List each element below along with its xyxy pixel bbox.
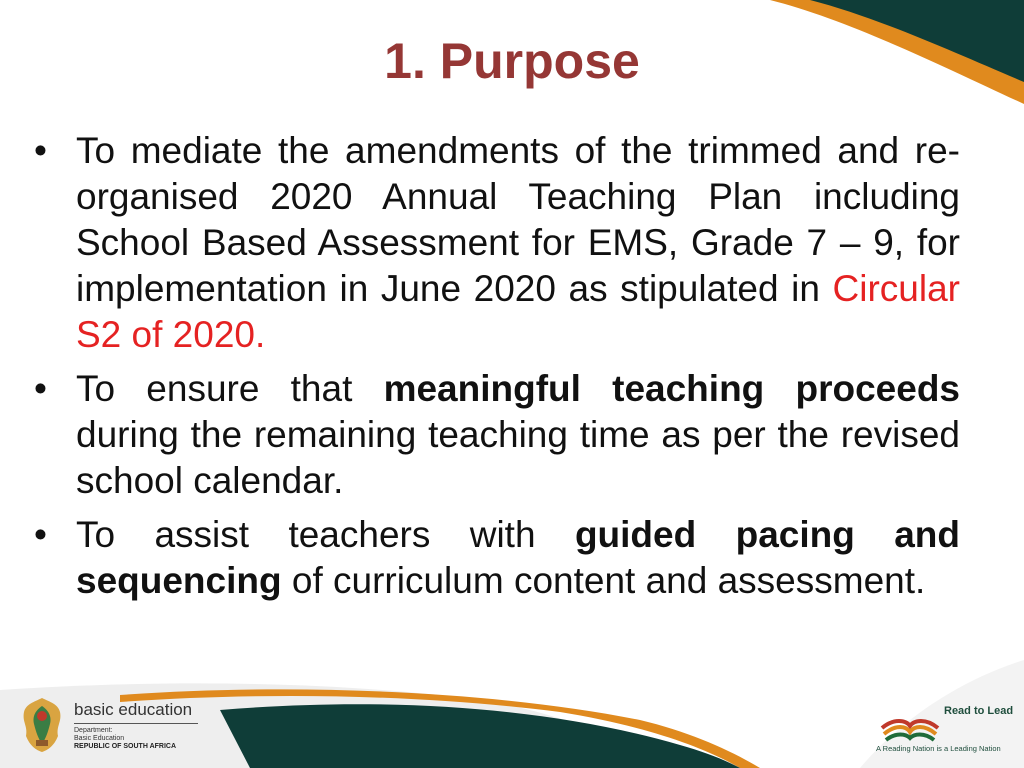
dept-name: Basic Education: [74, 735, 125, 742]
open-book-icon: [878, 708, 942, 744]
bullet-dot: •: [34, 368, 47, 409]
org-name: basic education: [74, 700, 193, 719]
basic-education-logo: [18, 694, 218, 758]
dept-label: Department:: [74, 727, 113, 734]
campaign-title: Read to Lead: [944, 705, 1014, 717]
bullet-emphasis: meaningful teaching proceeds: [383, 368, 960, 409]
coat-of-arms-icon: [20, 696, 64, 754]
slide-title: 1. Purpose: [384, 33, 640, 89]
bullet-text: To assist teachers with: [76, 514, 575, 555]
logo-divider: [74, 723, 198, 724]
circular-reference: Circular S2 of 2020.: [76, 268, 960, 355]
bullet-text: To ensure that: [76, 368, 384, 409]
bullet-emphasis: guided pacing and sequencing: [76, 514, 961, 601]
bullet-dot: •: [34, 514, 47, 555]
bullet-text: To mediate the amendments of the trimmed and re-organised 2020 Annual Teaching Plan including School Based Assessment for EMS, Grade 7 – 9, for implementation in June 2020 as stipulated in: [76, 130, 960, 309]
bullet-list: [34, 128, 960, 612]
bullet-text: during the remaining teaching time as per the revised school calendar.: [76, 414, 960, 501]
bullet-text: of curriculum content and assessment.: [281, 560, 926, 601]
read-to-lead-logo: [872, 700, 1012, 762]
campaign-tagline: A Reading Nation is a Leading Nation: [876, 744, 1001, 753]
country-name: REPUBLIC OF SOUTH AFRICA: [74, 743, 177, 750]
bullet-item-purpose-mediate: [34, 128, 960, 358]
bullet-item-purpose-ensure: [34, 366, 960, 504]
bullet-item-purpose-assist: [34, 512, 960, 604]
bullet-dot: •: [34, 130, 47, 171]
